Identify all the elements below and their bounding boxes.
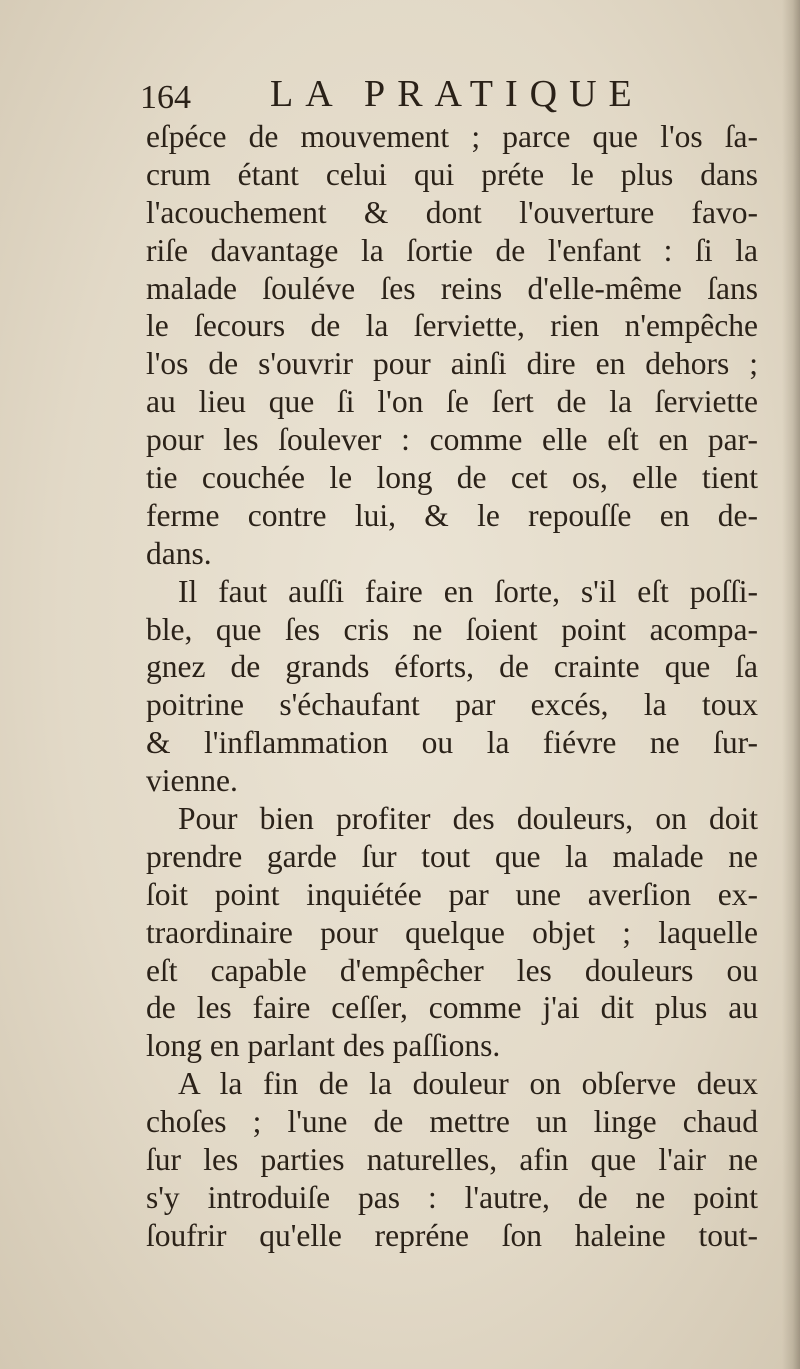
text-line: poitrine s'échaufant par excés, la toux	[146, 687, 758, 723]
text-line: l'os de s'ouvrir pour ainſi dire en dehors ;	[146, 346, 758, 382]
text-line: de les faire ceſſer, comme j'ai dit plus au	[146, 990, 758, 1026]
running-title: LA PRATIQUE	[270, 73, 644, 115]
text-line: ſur les parties naturelles, afin que l'air ne	[146, 1142, 758, 1178]
text-line: gnez de grands éforts, de crainte que ſa	[146, 649, 758, 685]
text-line: ſoufrir qu'elle repréne ſon haleine tout-	[146, 1217, 758, 1253]
text-line: ble, que ſes cris ne ſoient point acompa-	[146, 611, 758, 647]
text-line: traordinaire pour quelque objet ; laquelle	[146, 914, 758, 950]
page-fold-shadow	[782, 0, 800, 1369]
text-line: eſpéce de mouvement ; parce que l'os ſa-	[146, 119, 758, 154]
text-line: pour les ſoulever : comme elle eſt en par-	[146, 422, 758, 458]
text-line: & l'inflammation ou la fiévre ne ſur-	[146, 725, 758, 761]
text-line: Pour bien profiter des douleurs, on doit	[178, 801, 758, 837]
body-text	[146, 118, 758, 1255]
text-line: ſoit point inquiétée par une averſion ex-	[146, 876, 758, 912]
text-line: tie couchée le long de cet os, elle tient	[146, 460, 758, 496]
text-line: malade ſouléve ſes reins d'elle-même ſans	[146, 270, 758, 306]
text-line: prendre garde ſur tout que la malade ne	[146, 838, 758, 874]
text-line: choſes ; l'une de mettre un linge chaud	[146, 1104, 758, 1140]
text-line: dans.	[146, 535, 212, 571]
text-line: riſe davantage la ſortie de l'enfant : ſi la	[146, 232, 758, 268]
text-line: vienne.	[146, 763, 238, 799]
text-line: long en parlant des paſſions.	[146, 1028, 501, 1064]
text-line: au lieu que ſi l'on ſe ſert de la ſerviette	[146, 384, 758, 420]
page-header	[140, 72, 770, 122]
text-line: Il faut auſſi faire en ſorte, s'il eſt poſſi-	[178, 573, 758, 609]
text-line: ferme contre lui, & le repouſſe en de-	[146, 497, 758, 533]
text-line: eſt capable d'empêcher les douleurs ou	[146, 952, 758, 988]
page-number: 164	[140, 79, 191, 116]
text-line: l'acouchement & dont l'ouverture favo-	[146, 194, 758, 230]
text-line: A la fin de la douleur on obſerve deux	[178, 1066, 758, 1102]
text-line: le ſecours de la ſerviette, rien n'empêche	[146, 308, 758, 344]
text-line: crum étant celui qui préte le plus dans	[146, 156, 758, 192]
text-line: s'y introduiſe pas : l'autre, de ne point	[146, 1179, 758, 1215]
